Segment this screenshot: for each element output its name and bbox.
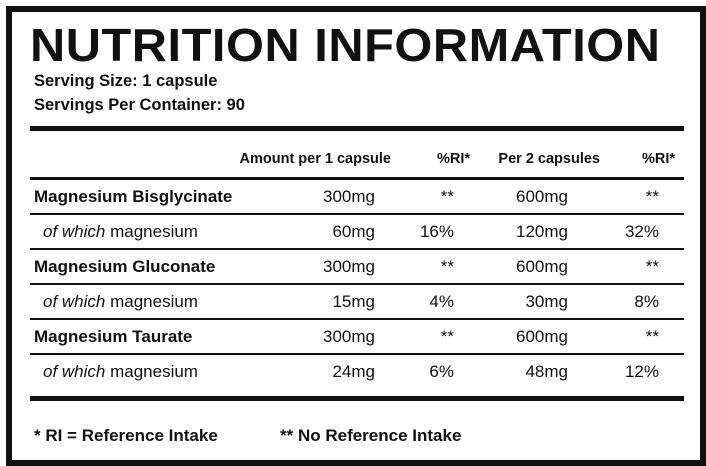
nutrition-panel (6, 6, 706, 466)
table-row (30, 355, 684, 390)
footnote-no-reference-intake: ** No Reference Intake (280, 426, 462, 445)
row-amount: 24mg (332, 362, 375, 381)
table-row (30, 180, 684, 215)
header-ri-1: %RI* (436, 151, 470, 167)
row-ri-1: 4% (429, 292, 454, 311)
row-name: Magnesium Gluconate (34, 257, 216, 276)
row-name: Magnesium Taurate (34, 327, 193, 346)
row-per-2: 600mg (516, 257, 568, 276)
row-name: Magnesium Bisglycinate (34, 187, 233, 206)
row-ri-1: ** (440, 327, 454, 346)
row-amount: 300mg (323, 187, 375, 206)
header-ri-2: %RI* (641, 151, 675, 167)
header-per-2-capsules: Per 2 capsules (498, 151, 600, 167)
row-amount: 15mg (332, 292, 375, 311)
table-row (30, 320, 684, 355)
row-name-italic: of which (43, 222, 106, 241)
row-name-rest: magnesium (105, 362, 198, 381)
serving-size: Serving Size: 1 capsule (34, 72, 218, 90)
row-name-italic: of which (43, 292, 106, 311)
table-row (30, 215, 684, 250)
row-ri-1: 16% (419, 222, 454, 241)
row-name (43, 215, 198, 248)
table-row (30, 285, 684, 320)
row-ri-2: ** (645, 327, 659, 346)
row-amount: 300mg (323, 327, 375, 346)
row-ri-1: 6% (429, 362, 454, 381)
table-row (30, 250, 684, 285)
row-name (43, 355, 198, 388)
row-name-rest: magnesium (105, 222, 198, 241)
header-amount-per-capsule: Amount per 1 capsule (239, 151, 391, 167)
row-ri-2: 12% (624, 362, 659, 381)
row-amount: 300mg (323, 257, 375, 276)
row-name-rest: magnesium (105, 292, 198, 311)
row-ri-1: ** (440, 257, 454, 276)
bottom-divider (30, 396, 684, 401)
row-name (43, 285, 198, 318)
row-per-2: 600mg (516, 327, 568, 346)
row-per-2: 30mg (525, 292, 568, 311)
row-ri-2: ** (645, 257, 659, 276)
row-per-2: 600mg (516, 187, 568, 206)
row-per-2: 120mg (516, 222, 568, 241)
row-ri-1: ** (440, 187, 454, 206)
row-ri-2: 8% (634, 292, 659, 311)
top-divider (30, 126, 684, 131)
row-amount: 60mg (332, 222, 375, 241)
row-ri-2: ** (645, 187, 659, 206)
panel-title: NUTRITION INFORMATION (30, 19, 661, 71)
servings-per-container: Servings Per Container: 90 (34, 96, 245, 114)
footnote-reference-intake: * RI = Reference Intake (34, 426, 218, 445)
row-ri-2: 32% (624, 222, 659, 241)
row-per-2: 48mg (525, 362, 568, 381)
row-name-italic: of which (43, 362, 106, 381)
